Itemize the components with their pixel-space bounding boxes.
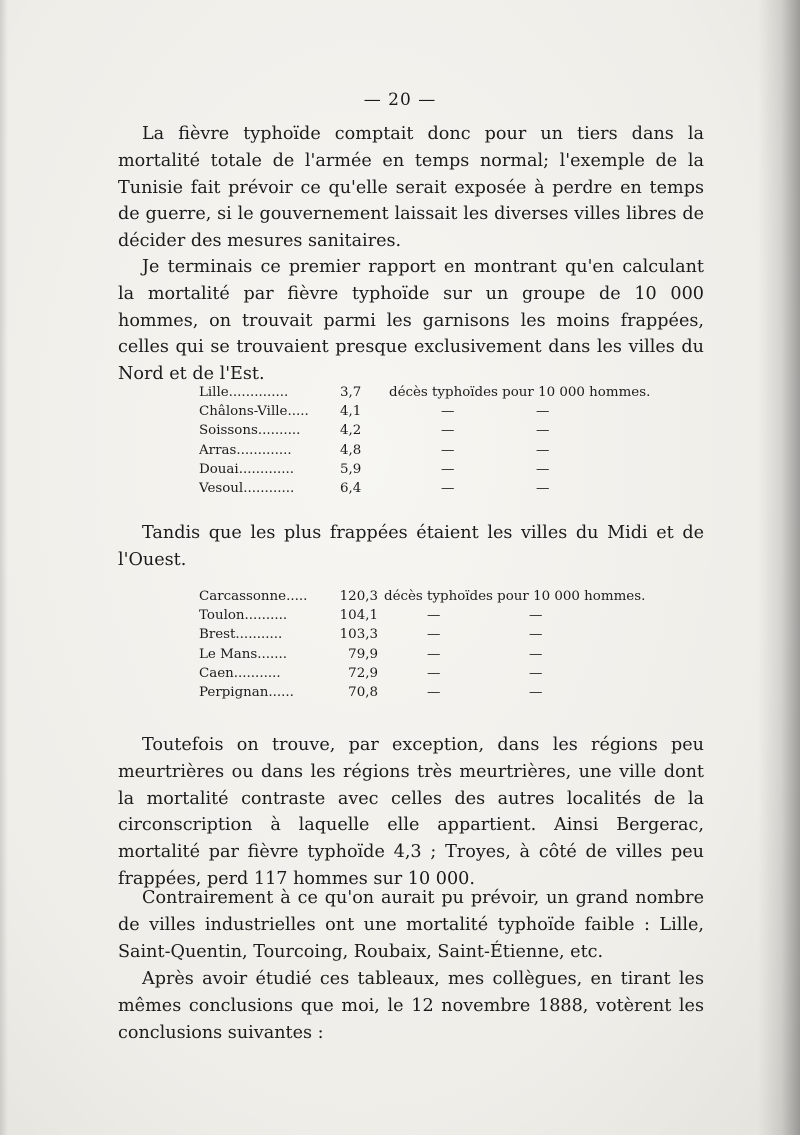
mortality-value: 70,8 (348, 684, 378, 700)
ditto-mark: — (441, 423, 455, 439)
ditto-mark: — (536, 480, 550, 496)
mortality-value: 4,8 (340, 442, 362, 458)
mortality-value: 79,9 (348, 646, 378, 662)
city-name: Douai............. (199, 461, 295, 477)
city-name: Vesoul............ (199, 480, 295, 496)
mortality-value: 6,4 (340, 480, 362, 496)
mortality-value: 120,3 (339, 589, 378, 604)
city-name: Toulon.......... (199, 608, 288, 624)
ditto-mark: — (441, 461, 455, 477)
ditto-mark: — (441, 480, 455, 496)
ditto-mark: — (529, 646, 543, 662)
ditto-mark: — (536, 423, 550, 439)
page-number: — 20 — (363, 90, 437, 110)
ditto-mark: — (529, 665, 543, 681)
ditto-mark: — (427, 646, 441, 662)
paragraph-first-report: Je terminais ce premier rapport en montrant qu'en calculant la mortalité par fièvre typhoïde sur un groupe de 10 000 hommes, on trouvait parmi les garnisons les moins frappées, celles qui se trouvaient presque exclusivement dans les villes du Nord et de l'Est. (118, 257, 704, 385)
city-name: Châlons-Ville..... (199, 404, 309, 420)
paragraph-exceptions: Toutefois on trouve, par exception, dans les régions peu meurtrières ou dans les régions très meurtrières, une ville dont la mortalité contraste avec celles des autres localités de la circonscription à laquelle elle appartient. Ainsi Bergerac, mortalité par fièvre typhoïde 4,3 ; Troyes, à côté de villes peu frappées, perd 117 hommes sur 10 000. (118, 735, 704, 889)
mortality-value: 72,9 (348, 665, 378, 681)
paragraph-typhoid-mortality: La fièvre typhoïde comptait donc pour un tiers dans la mortalité totale de l'armée en temps normal; l'exemple de la Tunisie fait prévoir ce qu'elle serait exposée à perdre en temps de guerre, si le gouvernement laissait les diverses villes libres de décider des mesures sanitaires. (118, 124, 704, 252)
city-name: Carcassonne..... (199, 589, 308, 604)
ditto-mark: — (536, 404, 550, 420)
city-name: Lille.............. (199, 385, 289, 400)
city-name: Caen........... (199, 665, 281, 681)
paragraph-industrial-towns: Contrairement à ce qu'on aurait pu prévoir, un grand nombre de villes industrielles ont une mortalité typhoïde faible : Lille, Saint-Quentin, Tourcoing, Roubaix, Saint-Étienne, etc. (118, 888, 704, 962)
mortality-value: 103,3 (339, 627, 378, 643)
city-name: Soissons.......... (199, 423, 301, 439)
ditto-mark: — (536, 461, 550, 477)
city-name: Le Mans....... (199, 646, 288, 662)
mortality-value: 104,1 (339, 608, 378, 624)
mortality-value: 3,7 (340, 385, 362, 400)
paragraph-most-affected: Tandis que les plus frappées étaient les villes du Midi et de l'Ouest. (118, 523, 704, 570)
ditto-mark: — (441, 404, 455, 420)
page-binding-shadow (758, 0, 800, 1135)
paragraph-conclusions: Après avoir étudié ces tableaux, mes collègues, en tirant les mêmes conclusions que moi, le 12 novembre 1888, votèrent les conclusions suivantes : (118, 969, 704, 1043)
city-name: Arras............. (199, 442, 292, 458)
ditto-mark: — (529, 627, 543, 643)
ditto-mark: — (427, 684, 441, 700)
mortality-value: 4,2 (340, 423, 362, 439)
mortality-value: 5,9 (340, 461, 362, 477)
ditto-mark: — (441, 442, 455, 458)
mortality-description: décès typhoïdes pour 10 000 hommes. (384, 589, 646, 604)
ditto-mark: — (427, 665, 441, 681)
city-name: Brest........... (199, 627, 283, 643)
city-name: Perpignan...... (199, 684, 294, 700)
ditto-mark: — (529, 608, 543, 624)
ditto-mark: — (427, 627, 441, 643)
ditto-mark: — (529, 684, 543, 700)
ditto-mark: — (427, 608, 441, 624)
ditto-mark: — (536, 442, 550, 458)
mortality-value: 4,1 (340, 404, 362, 420)
page-left-edge (0, 0, 8, 1135)
mortality-description: décès typhoïdes pour 10 000 hommes. (389, 385, 651, 400)
